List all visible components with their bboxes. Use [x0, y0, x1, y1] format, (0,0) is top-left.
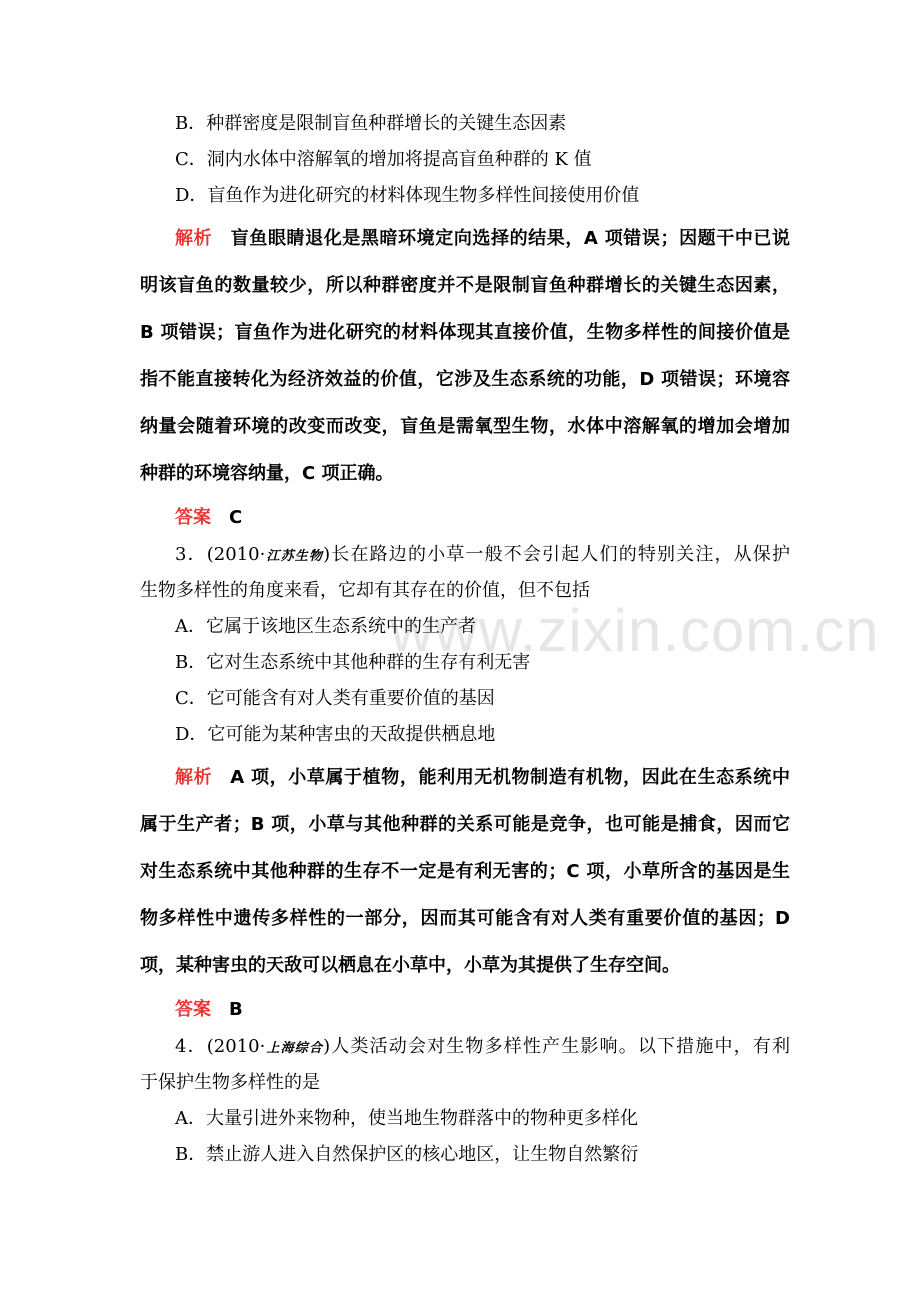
q2-answer — [175, 505, 825, 531]
q4-stem-line-2: 于保护生物多样性的是 — [140, 1072, 320, 1093]
q4-option-b: B．禁止游人进入自然保护区的核心地区，让生物自然繁衍 — [175, 1144, 639, 1165]
q3-option-c: C．它可能含有对人类有重要价值的基因 — [175, 688, 495, 709]
q3-option-d: D．它可能为某种害虫的天敌提供栖息地 — [175, 724, 496, 745]
q4-stem-line-1: 4．(2010·上海综合)人类活动会对生物多样性产生影响。以下措施中，有利 — [175, 1036, 790, 1057]
q3-stem-line-1: 3．(2010·江苏生物)长在路边的小草一般不会引起人们的特别关注，从保护 — [175, 544, 790, 565]
q3-analysis-line-1: 解析 A 项，小草属于植物，能利用无机物制造有机物，因此在生态系统中 — [175, 767, 790, 788]
q2-option-b: B．种群密度是限制盲鱼种群增长的关键生态因素 — [175, 113, 567, 134]
q2-answer-value: C — [229, 507, 243, 528]
q2-option-d: D．盲鱼作为进化研究的材料体现生物多样性间接使用价值 — [175, 185, 640, 206]
q2-analysis-line-5: 纳量会随着环境的改变而改变，盲鱼是需氧型生物，水体中溶解氧的增加会增加 — [140, 416, 790, 437]
q3-source: 江苏生物 — [265, 549, 324, 564]
q3-stem-line-2: 生物多样性的角度来看，它却有其存在的价值，但不包括 — [140, 580, 590, 601]
q3-analysis-line-2: 属于生产者；B 项，小草与其他种群的关系可能是竞争，也可能是捕食，因而它 — [140, 814, 790, 835]
watermark: www.zixin.com.cn — [390, 597, 880, 664]
q2-analysis-line-1: 解析 盲鱼眼睛退化是黑暗环境定向选择的结果，A 项错误；因题干中已说 — [175, 228, 791, 249]
q3-analysis-line-3: 对生态系统中其他种群的生存不一定是有利无害的；C 项，小草所含的基因是生 — [140, 861, 790, 882]
q2-analysis-line-6: 种群的环境容纳量，C 项正确。 — [140, 463, 394, 484]
q2-analysis-line-2: 明该盲鱼的数量较少，所以种群密度并不是限制盲鱼种群增长的关键生态因素， — [140, 275, 790, 296]
q2-option-c: C．洞内水体中溶解氧的增加将提高盲鱼种群的 K 值 — [175, 149, 592, 170]
q3-analysis-line-5: 项，某种害虫的天敌可以栖息在小草中，小草为其提供了生存空间。 — [140, 955, 680, 976]
q3-option-b: B．它对生态系统中其他种群的生存有利无害 — [175, 652, 531, 673]
q3-analysis-line-4: 物多样性中遗传多样性的一部分，因而其可能含有对人类有重要价值的基因；D — [140, 908, 790, 929]
q3-answer-value: B — [229, 999, 243, 1020]
q4-option-a: A．大量引进外来物种，使当地生物群落中的物种更多样化 — [175, 1108, 638, 1129]
q2-analysis-label: 解析 — [175, 228, 213, 249]
q3-analysis-label: 解析 — [175, 767, 213, 788]
q3-option-a: A．它属于该地区生态系统中的生产者 — [175, 616, 476, 637]
q3-answer-label: 答案 — [175, 999, 211, 1020]
q2-analysis-line-4: 指不能直接转化为经济效益的价值，它涉及生态系统的功能，D 项错误；环境容 — [140, 369, 790, 390]
q2-analysis-line-3: B 项错误；盲鱼作为进化研究的材料体现其直接价值，生物多样性的间接价值是 — [140, 322, 790, 343]
q2-answer-label: 答案 — [175, 507, 211, 528]
q4-source: 上海综合 — [265, 1041, 324, 1056]
q3-answer — [175, 997, 825, 1023]
